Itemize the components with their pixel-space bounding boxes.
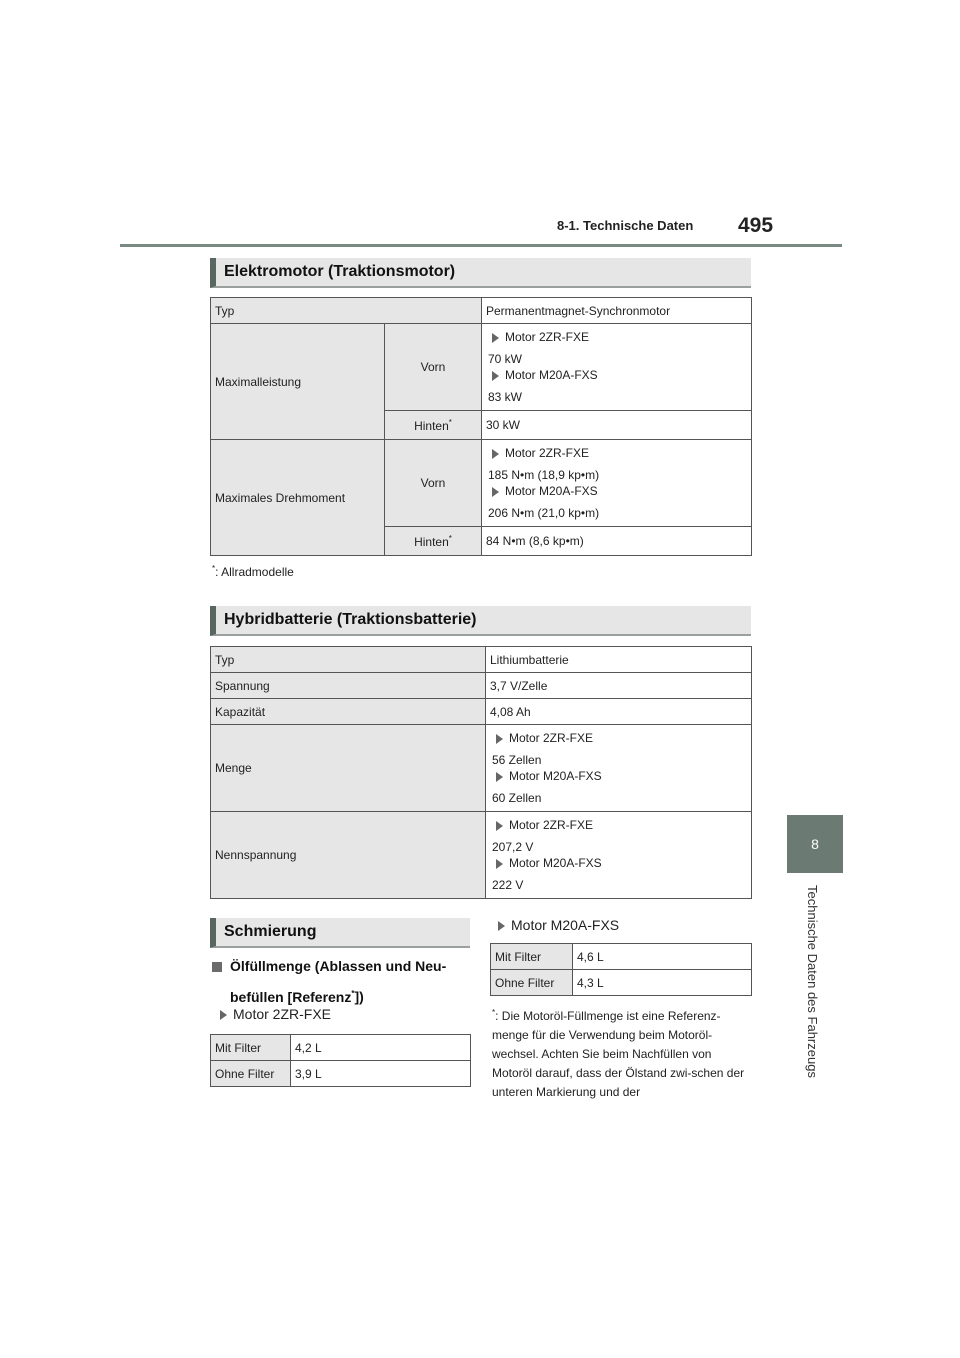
table-row (211, 1061, 471, 1087)
nominal-voltage-label: Nennspannung (211, 812, 486, 899)
table-row (211, 298, 752, 324)
triangle-bullet-icon (496, 772, 503, 782)
with-filter-value: 4,6 L (573, 944, 752, 970)
triangle-bullet-icon (492, 371, 499, 381)
electric-motor-table (210, 297, 752, 556)
triangle-bullet-icon (492, 487, 499, 497)
table-row (211, 673, 752, 699)
table-row (491, 970, 752, 996)
quantity-label: Menge (211, 725, 486, 812)
power-rear-value: 30 kW (482, 411, 752, 440)
table-row (211, 324, 752, 411)
power-front-cell: Motor 2ZR-FXE 70 kW Motor M20A-FXS 83 kW (482, 324, 752, 411)
table-row (211, 647, 752, 673)
table-row (211, 699, 752, 725)
without-filter-label: Ohne Filter (211, 1061, 291, 1087)
oil-m20a-table (490, 943, 752, 996)
section-header: 8-1. Technische Daten (557, 218, 694, 233)
torque-front-cell: Motor 2ZR-FXE 185 N•m (18,9 kp•m) Motor M20A-FXS 206 N•m (21,0 kp•m) (482, 440, 752, 527)
rear-label: Hinten* (385, 527, 482, 556)
hybrid-battery-heading: Hybridbatterie (Traktionsbatterie) (210, 606, 751, 636)
table-row (211, 812, 752, 899)
with-filter-label: Mit Filter (491, 944, 573, 970)
allrad-footnote: *: Allradmodelle (212, 564, 294, 579)
page-number: 495 (738, 214, 774, 237)
triangle-bullet-icon (492, 333, 499, 343)
lubrication-heading: Schmierung (210, 918, 470, 948)
oil-2zr-table (210, 1034, 471, 1087)
electric-motor-heading: Elektromotor (Traktionsmotor) (210, 258, 751, 288)
chapter-tab[interactable]: 8 (787, 815, 843, 873)
voltage-value: 3,7 V/Zelle (486, 673, 752, 699)
without-filter-label: Ohne Filter (491, 970, 573, 996)
without-filter-value: 3,9 L (291, 1061, 471, 1087)
max-power-label: Maximalleistung (211, 324, 385, 440)
front-label: Vorn (385, 440, 482, 527)
capacity-label: Kapazität (211, 699, 486, 725)
square-bullet-icon (212, 962, 222, 972)
chapter-title: Technische Daten des Fahrzeugs (805, 885, 820, 1078)
voltage-label: Spannung (211, 673, 486, 699)
without-filter-value: 4,3 L (573, 970, 752, 996)
torque-rear-value: 84 N•m (8,6 kp•m) (482, 527, 752, 556)
oil-footnote: *: Die Motoröl-Füllmenge ist eine Referenz-menge für die Verwendung beim Motoröl-wechsel. Achten Sie beim Nachfüllen von Motoröl darauf, dass der Ölstand zwi-schen der unteren Markierung und der (492, 1008, 745, 1099)
quantity-cell: Motor 2ZR-FXE 56 Zellen Motor M20A-FXS 60 Zellen (486, 725, 752, 812)
motor-m20a-label: Motor M20A-FXS (492, 917, 619, 933)
nominal-voltage-cell: Motor 2ZR-FXE 207,2 V Motor M20A-FXS 222 V (486, 812, 752, 899)
triangle-bullet-icon (496, 734, 503, 744)
capacity-value: 4,08 Ah (486, 699, 752, 725)
battery-type-label: Typ (211, 647, 486, 673)
table-row (491, 944, 752, 970)
motor-2zr-label: Motor 2ZR-FXE (214, 1006, 331, 1022)
triangle-bullet-icon (220, 1010, 227, 1020)
triangle-bullet-icon (496, 821, 503, 831)
type-label: Typ (211, 298, 482, 324)
table-row (211, 725, 752, 812)
front-label: Vorn (385, 324, 482, 411)
header-rule (120, 244, 842, 247)
max-torque-label: Maximales Drehmoment (211, 440, 385, 556)
with-filter-label: Mit Filter (211, 1035, 291, 1061)
type-value: Permanentmagnet-Synchronmotor (482, 298, 752, 324)
triangle-bullet-icon (498, 921, 505, 931)
battery-type-value: Lithiumbatterie (486, 647, 752, 673)
table-row (211, 1035, 471, 1061)
table-row (211, 440, 752, 527)
with-filter-value: 4,2 L (291, 1035, 471, 1061)
triangle-bullet-icon (492, 449, 499, 459)
rear-label: Hinten* (385, 411, 482, 440)
hybrid-battery-table (210, 646, 752, 899)
oil-capacity-heading: Ölfüllmenge (Ablassen und Neu- befüllen [Referenz*]) (212, 953, 472, 1011)
triangle-bullet-icon (496, 859, 503, 869)
